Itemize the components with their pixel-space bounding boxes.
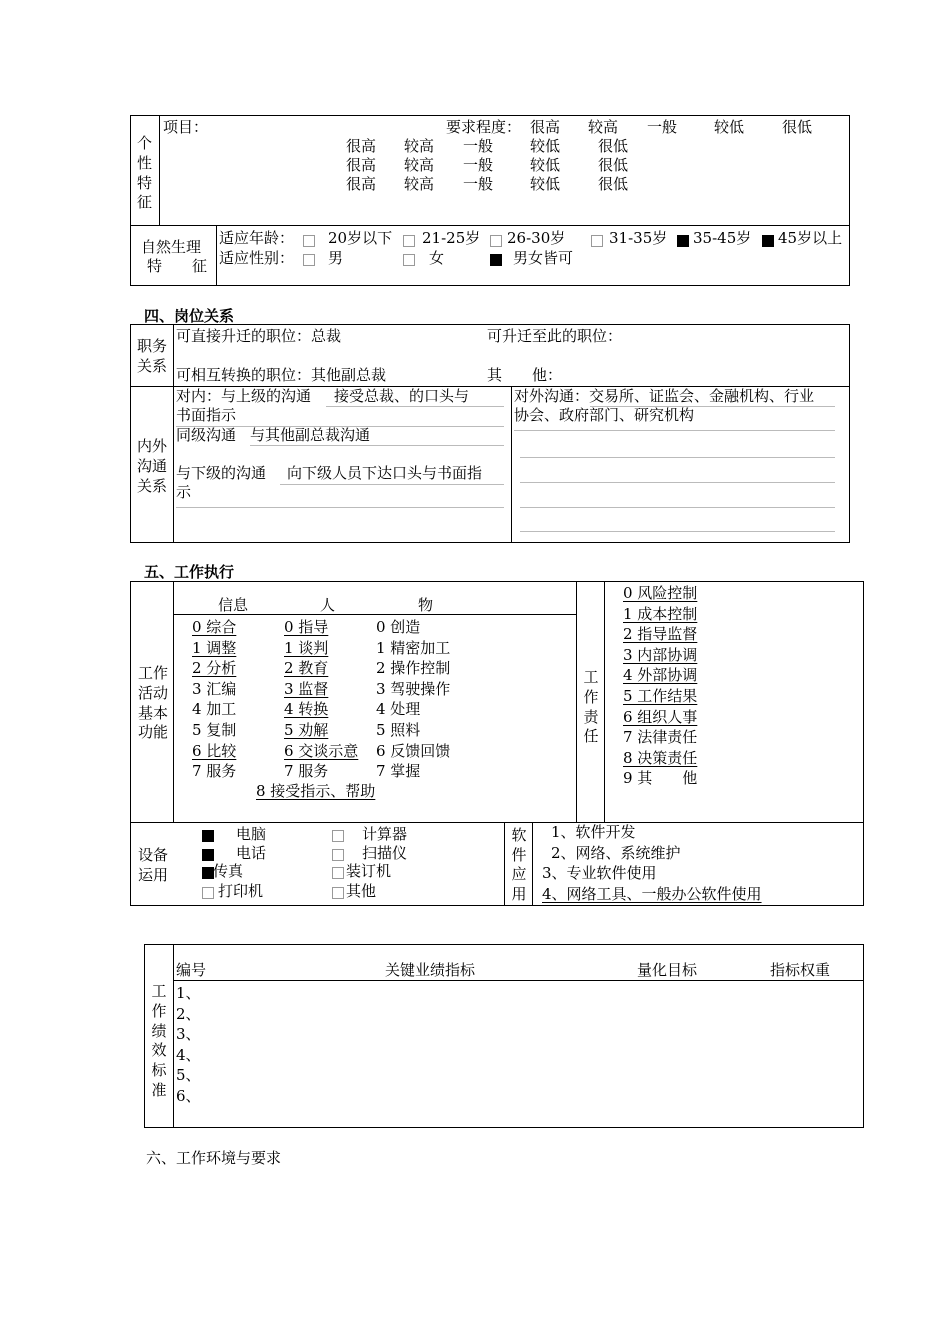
activity-item: 2 操作控制 bbox=[376, 659, 451, 678]
equipment-label: 其他 bbox=[346, 882, 377, 900]
age-checkbox[interactable] bbox=[591, 235, 603, 247]
promote-direct: 可直接升迁的职位：总裁 bbox=[176, 327, 342, 345]
activity-item: 4 加工 bbox=[192, 700, 237, 719]
responsibility-item: 4 外部协调 bbox=[623, 666, 698, 685]
personality-req-label: 要求程度： bbox=[446, 118, 522, 136]
divider bbox=[173, 324, 174, 543]
activity-item: 0 指导 bbox=[284, 618, 329, 636]
interchange-positions: 可相互转换的职位：其他副总裁 bbox=[176, 366, 387, 384]
level-option: 较低 bbox=[530, 175, 561, 193]
divider bbox=[173, 944, 174, 1128]
software-item: 2、网络、系统维护 bbox=[551, 843, 681, 862]
header-target: 量化目标 bbox=[637, 961, 698, 979]
activity-item: 6 反馈回馈 bbox=[376, 741, 451, 760]
equipment-checkbox[interactable] bbox=[332, 887, 344, 899]
level-option: 很低 bbox=[782, 118, 813, 136]
level-option: 较低 bbox=[530, 156, 561, 174]
level-option: 很低 bbox=[598, 175, 629, 193]
divider bbox=[130, 822, 864, 823]
communication-side-label: 内外沟通关系 bbox=[136, 437, 167, 495]
equipment-checkbox[interactable] bbox=[332, 849, 344, 861]
gender-label: 适应性别： bbox=[219, 249, 295, 267]
activity-item: 7 服务 bbox=[284, 762, 329, 781]
activity-item: 3 监督 bbox=[284, 679, 329, 698]
equipment-label: 传真 bbox=[213, 862, 244, 880]
activity-item: 2 教育 bbox=[284, 659, 329, 678]
level-option: 较高 bbox=[404, 175, 435, 193]
software-item: 1、软件开发 bbox=[551, 823, 636, 841]
section6-title: 六、工作环境与要求 bbox=[146, 1149, 282, 1167]
relations-table bbox=[130, 324, 850, 543]
gender-checkbox[interactable] bbox=[490, 254, 502, 266]
equipment-label: 扫描仪 bbox=[362, 844, 408, 862]
divider bbox=[173, 980, 864, 981]
activity-item: 4 转换 bbox=[284, 700, 329, 719]
age-option-label: 31-35岁 bbox=[609, 229, 668, 247]
divider bbox=[173, 614, 576, 615]
age-checkbox[interactable] bbox=[677, 235, 689, 247]
performance-row-number: 6、 bbox=[176, 1087, 201, 1105]
activity-item: 6 交谈示意 bbox=[284, 741, 359, 760]
performance-side-label: 工作绩效标准 bbox=[151, 982, 167, 1099]
age-option-label: 20岁以下 bbox=[328, 229, 393, 247]
activity-item: 1 调整 bbox=[192, 638, 237, 657]
equipment-checkbox[interactable] bbox=[202, 830, 214, 842]
responsibility-item: 3 内部协调 bbox=[623, 645, 698, 664]
fill-line bbox=[176, 426, 504, 427]
activity-item: 1 谈判 bbox=[284, 638, 329, 657]
equipment-label: 电话 bbox=[236, 844, 267, 862]
activity-item: 5 复制 bbox=[192, 721, 237, 739]
activity-item: 5 照料 bbox=[376, 721, 421, 739]
activity-item: 3 汇编 bbox=[192, 679, 237, 698]
level-option: 一般 bbox=[463, 137, 494, 155]
header-info: 信息 bbox=[218, 596, 249, 614]
software-item: 4、网络工具、一般办公软件使用 bbox=[542, 884, 762, 903]
divider bbox=[159, 115, 160, 225]
gender-option-label: 男女皆可 bbox=[513, 249, 574, 267]
age-checkbox[interactable] bbox=[403, 235, 415, 247]
equipment-label: 打印机 bbox=[218, 882, 264, 900]
performance-row-number: 2、 bbox=[176, 1004, 201, 1023]
section5-title: 五、工作执行 bbox=[144, 563, 235, 581]
level-option: 较低 bbox=[530, 137, 561, 155]
fill-line bbox=[326, 406, 504, 407]
gender-option-label: 女 bbox=[429, 249, 445, 267]
equipment-checkbox[interactable] bbox=[202, 849, 214, 861]
peer-value: 与其他副总裁沟通 bbox=[250, 426, 371, 444]
responsibility-item: 6 组织人事 bbox=[623, 707, 698, 726]
divider bbox=[511, 386, 512, 543]
divider bbox=[532, 822, 533, 906]
level-option: 一般 bbox=[463, 175, 494, 193]
performance-table bbox=[144, 944, 864, 1128]
physical-side-label: 自然生理 bbox=[141, 238, 202, 256]
external-comm-1: 对外沟通：交易所、证监会、金融机构、行业 bbox=[514, 387, 815, 405]
equipment-side-label: 设备运用 bbox=[137, 846, 168, 884]
age-option-label: 21-25岁 bbox=[422, 229, 481, 247]
gender-option-label: 男 bbox=[328, 249, 344, 267]
performance-row-number: 4、 bbox=[176, 1045, 201, 1064]
other-positions: 其 他： bbox=[487, 366, 563, 384]
activity-item: 3 驾驶操作 bbox=[376, 679, 451, 698]
header-things: 物 bbox=[418, 596, 434, 614]
activity-item: 7 掌握 bbox=[376, 762, 421, 781]
activity-item: 0 综合 bbox=[192, 618, 237, 636]
equipment-checkbox[interactable] bbox=[202, 887, 214, 899]
age-checkbox[interactable] bbox=[303, 235, 315, 247]
equipment-label: 电脑 bbox=[236, 825, 267, 843]
fill-line bbox=[250, 445, 504, 446]
equipment-label: 计算器 bbox=[362, 825, 408, 843]
activity-item: 2 分析 bbox=[192, 659, 237, 678]
responsibility-item: 5 工作结果 bbox=[623, 687, 698, 705]
performance-row-number: 5、 bbox=[176, 1066, 201, 1085]
age-option-label: 26-30岁 bbox=[507, 229, 566, 247]
age-option-label: 35-45岁 bbox=[693, 229, 752, 247]
equipment-checkbox[interactable] bbox=[332, 830, 344, 842]
gender-checkbox[interactable] bbox=[403, 254, 415, 266]
activity-side-label: 工作活动基本功能 bbox=[137, 664, 168, 742]
performance-row-number: 1、 bbox=[176, 984, 201, 1002]
fill-line bbox=[176, 507, 504, 508]
header-people: 人 bbox=[320, 596, 336, 614]
level-option: 一般 bbox=[463, 156, 494, 174]
fill-line bbox=[590, 406, 835, 407]
level-option: 很低 bbox=[598, 156, 629, 174]
activity-item: 1 精密加工 bbox=[376, 638, 451, 657]
responsibility-item: 2 指导监督 bbox=[623, 625, 698, 644]
divider bbox=[604, 581, 605, 822]
age-option-label: 45岁以上 bbox=[778, 229, 843, 247]
level-option: 较高 bbox=[404, 137, 435, 155]
external-comm-2: 协会、政府部门、研究机构 bbox=[514, 406, 695, 424]
level-option: 很高 bbox=[346, 175, 377, 193]
divider bbox=[504, 822, 505, 906]
activity-item: 7 服务 bbox=[192, 762, 237, 781]
header-number: 编号 bbox=[176, 961, 207, 979]
physical-side-label-2: 特 征 bbox=[147, 257, 208, 275]
fill-line bbox=[280, 484, 504, 485]
gender-checkbox[interactable] bbox=[303, 254, 315, 266]
personality-side-label: 个性特征 bbox=[136, 134, 152, 212]
header-weight: 指标权重 bbox=[770, 961, 831, 979]
fill-line bbox=[520, 457, 835, 458]
level-option: 很高 bbox=[530, 118, 561, 136]
people-extra: 8 接受指示、帮助 bbox=[256, 782, 376, 800]
internal-up-value-2: 书面指示 bbox=[176, 406, 237, 424]
age-checkbox[interactable] bbox=[762, 235, 774, 247]
responsibility-item: 8 决策责任 bbox=[623, 748, 698, 767]
software-item: 3、专业软件使用 bbox=[542, 864, 657, 883]
activity-item: 6 比较 bbox=[192, 741, 237, 760]
personality-item-label: 项目： bbox=[163, 118, 209, 136]
responsibility-item: 0 风险控制 bbox=[623, 584, 698, 602]
level-option: 很低 bbox=[598, 137, 629, 155]
equipment-checkbox[interactable] bbox=[332, 867, 344, 879]
down-label: 与下级的沟通 bbox=[176, 464, 267, 482]
responsibility-item: 9 其 他 bbox=[623, 769, 698, 788]
internal-up-label: 对内：与上级的沟通 bbox=[176, 387, 312, 405]
age-checkbox[interactable] bbox=[490, 235, 502, 247]
down-value: 向下级人员下达口头与书面指 bbox=[287, 464, 483, 482]
level-option: 较高 bbox=[404, 156, 435, 174]
level-option: 一般 bbox=[647, 118, 678, 136]
activity-item: 5 劝解 bbox=[284, 721, 329, 739]
fill-line bbox=[520, 482, 835, 483]
responsibility-item: 1 成本控制 bbox=[623, 604, 698, 623]
fill-line bbox=[514, 430, 835, 431]
age-label: 适应年龄： bbox=[219, 229, 295, 247]
software-side-label: 软件应用 bbox=[511, 826, 527, 903]
level-option: 较高 bbox=[588, 118, 619, 136]
job-relations-side-label: 职务关系 bbox=[136, 337, 167, 375]
level-option: 很高 bbox=[346, 137, 377, 155]
down-value-2: 示 bbox=[176, 483, 192, 501]
responsibility-side-label: 工作责任 bbox=[583, 668, 599, 746]
promote-to-here: 可升迁至此的职位： bbox=[487, 327, 623, 345]
divider bbox=[173, 581, 174, 822]
fill-line bbox=[520, 507, 835, 508]
section4-title: 四、岗位关系 bbox=[144, 307, 235, 325]
level-option: 很高 bbox=[346, 156, 377, 174]
divider bbox=[216, 225, 217, 286]
activity-item: 4 处理 bbox=[376, 700, 421, 719]
divider bbox=[130, 225, 850, 226]
equipment-label: 装订机 bbox=[346, 862, 392, 880]
performance-row-number: 3、 bbox=[176, 1025, 201, 1044]
responsibility-item: 7 法律责任 bbox=[623, 728, 698, 747]
fill-line bbox=[520, 531, 835, 532]
level-option: 较低 bbox=[714, 118, 745, 136]
internal-up-value: 接受总裁、的口头与 bbox=[334, 387, 470, 405]
peer-label: 同级沟通 bbox=[176, 426, 237, 444]
divider bbox=[576, 581, 577, 822]
header-kpi: 关键业绩指标 bbox=[385, 961, 476, 979]
activity-item: 0 创造 bbox=[376, 618, 421, 636]
